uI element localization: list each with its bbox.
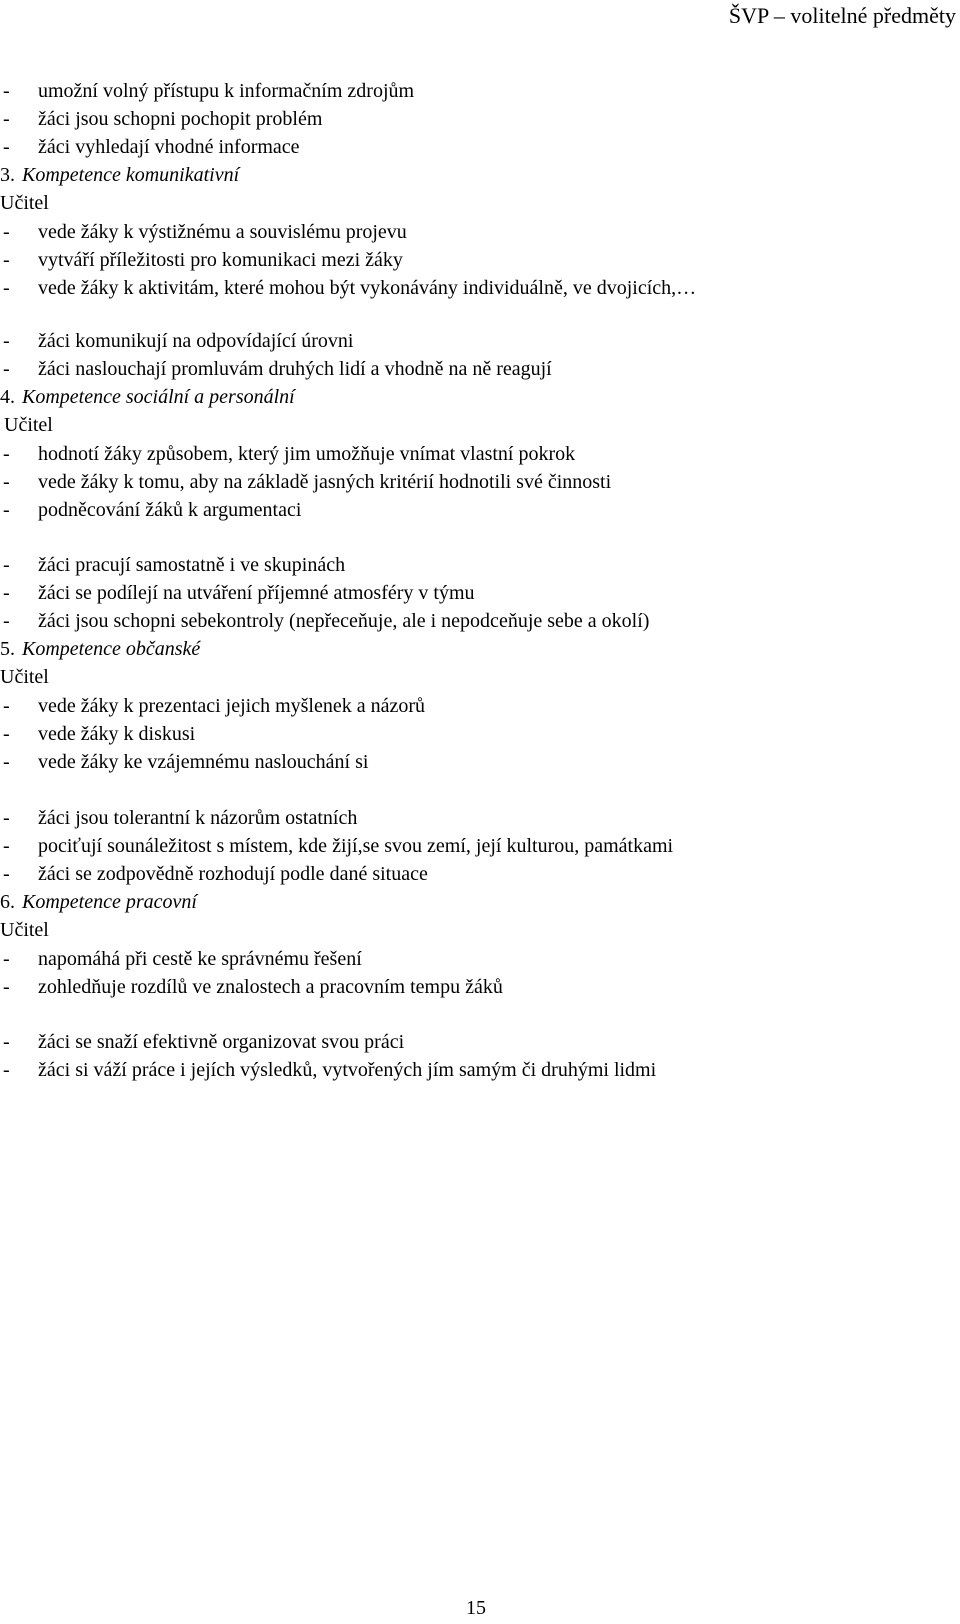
list-item-text: podněcování žáků k argumentaci bbox=[38, 499, 302, 521]
bullet-dash: - bbox=[3, 80, 10, 102]
bullet-dash: - bbox=[3, 249, 10, 271]
bullet-dash: - bbox=[3, 136, 10, 158]
list-item-text: vede žáky k aktivitám, které mohou být vykonávány individuálně, ve dvojicích,… bbox=[38, 277, 697, 299]
page-header bbox=[0, 4, 960, 28]
list-item-text: žáci se podílejí na utváření příjemné atmosféry v týmu bbox=[38, 582, 475, 604]
bullet-dash: - bbox=[3, 835, 10, 857]
bullet-dash: - bbox=[3, 471, 10, 493]
section-number: 3. bbox=[0, 164, 15, 186]
section-number: 4. bbox=[0, 386, 15, 408]
list-item-text: žáci naslouchají promluvám druhých lidí a vhodně na ně reagují bbox=[38, 358, 552, 380]
bullet-dash: - bbox=[3, 1031, 10, 1053]
bullet-dash: - bbox=[3, 499, 10, 521]
bullet-dash: - bbox=[3, 976, 10, 998]
list-item-text: vede žáky k tomu, aby na základě jasných kritérií hodnotili své činnosti bbox=[38, 471, 612, 493]
section-number: 6. bbox=[0, 891, 15, 913]
list-item-text: žáci jsou schopni sebekontroly (nepřeceňuje, ale i nepodceňuje sebe a okolí) bbox=[38, 610, 650, 632]
bullet-dash: - bbox=[3, 807, 10, 829]
list-item-text: žáci komunikují na odpovídající úrovni bbox=[38, 330, 354, 352]
list-item-text: žáci se zodpovědně rozhodují podle dané situace bbox=[38, 863, 428, 885]
bullet-dash: - bbox=[3, 330, 10, 352]
bullet-dash: - bbox=[3, 221, 10, 243]
bullet-dash: - bbox=[3, 948, 10, 970]
bullet-dash: - bbox=[3, 751, 10, 773]
bullet-dash: - bbox=[3, 108, 10, 130]
list-item-text: umožní volný přístupu k informačním zdrojům bbox=[38, 80, 415, 102]
page-number: 15 bbox=[466, 1597, 486, 1619]
list-item-text: vede žáky ke vzájemnému naslouchání si bbox=[38, 751, 369, 773]
section-title: Kompetence občanské bbox=[22, 638, 201, 660]
bullet-dash: - bbox=[3, 863, 10, 885]
bullet-dash: - bbox=[3, 610, 10, 632]
section-title: Kompetence pracovní bbox=[22, 891, 197, 913]
bullet-dash: - bbox=[3, 723, 10, 745]
list-item-text: vede žáky k diskusi bbox=[38, 723, 196, 745]
list-item-text: žáci si váží práce i jejích výsledků, vytvořených jím samým či druhými lidmi bbox=[38, 1059, 657, 1081]
list-item-text: žáci pracují samostatně i ve skupinách bbox=[38, 554, 346, 576]
list-item-text: žáci jsou tolerantní k názorům ostatních bbox=[38, 807, 358, 829]
bullet-dash: - bbox=[3, 695, 10, 717]
list-item-text: vytváří příležitosti pro komunikaci mezi žáky bbox=[38, 249, 403, 271]
bullet-dash: - bbox=[3, 443, 10, 465]
list-item-text: pociťují sounáležitost s místem, kde žijí,se svou zemí, její kulturou, památkami bbox=[38, 835, 674, 857]
bullet-dash: - bbox=[3, 358, 10, 380]
list-item-text: žáci se snaží efektivně organizovat svou práci bbox=[38, 1031, 405, 1053]
list-item-text: žáci jsou schopni pochopit problém bbox=[38, 108, 323, 130]
list-item-text: hodnotí žáky způsobem, který jim umožňuje vnímat vlastní pokrok bbox=[38, 443, 576, 465]
header-title: ŠVP – volitelné předměty bbox=[728, 3, 956, 28]
bullet-dash: - bbox=[3, 277, 10, 299]
bullet-dash: - bbox=[3, 554, 10, 576]
section-number: 5. bbox=[0, 638, 15, 660]
list-item-text: vede žáky k prezentaci jejich myšlenek a názorů bbox=[38, 695, 426, 717]
section-title: Kompetence komunikativní bbox=[22, 164, 240, 186]
list-item-text: žáci vyhledají vhodné informace bbox=[38, 136, 300, 158]
list-item-text: napomáhá při cestě ke správnému řešení bbox=[38, 948, 362, 970]
bullet-dash: - bbox=[3, 582, 10, 604]
bullet-dash: - bbox=[3, 1059, 10, 1081]
list-item-text: zohledňuje rozdílů ve znalostech a pracovním tempu žáků bbox=[38, 976, 503, 998]
section-title: Kompetence sociální a personální bbox=[22, 386, 295, 408]
list-item-text: vede žáky k výstižnému a souvislému projevu bbox=[38, 221, 407, 243]
